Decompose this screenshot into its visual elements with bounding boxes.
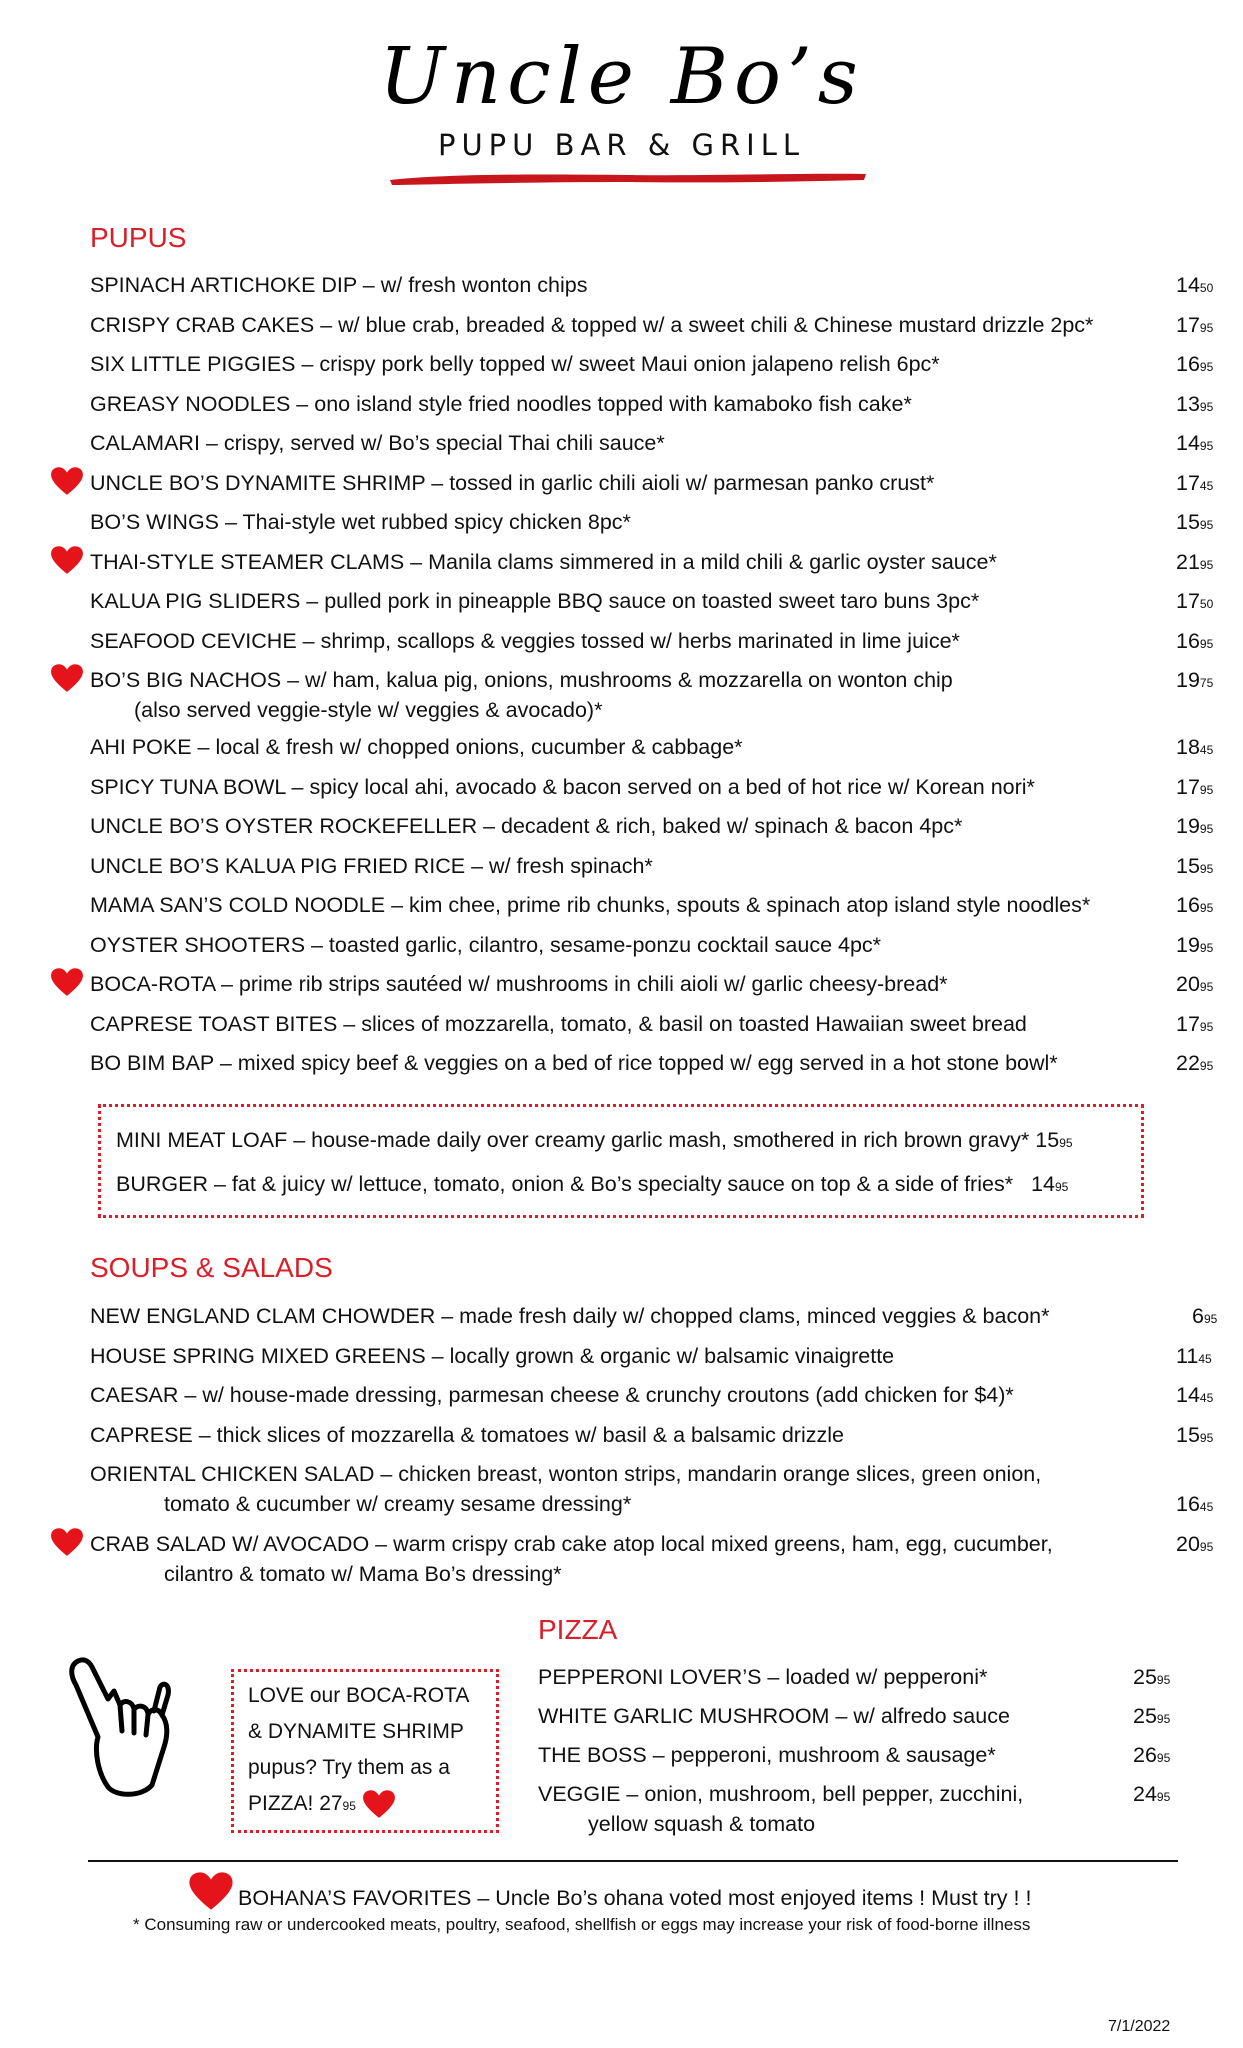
promo-line: PIZZA! xyxy=(248,1792,314,1815)
menu-item-text: VEGGIE – onion, mushroom, bell pepper, zucchini, xyxy=(538,1782,1024,1806)
special-item-text: BURGER – fat & juicy w/ lettuce, tomato, onion & Bo’s specialty sauce on top & a side of fries* xyxy=(116,1172,1020,1196)
menu-item-price xyxy=(1133,1701,1170,1734)
price-cents: 95 xyxy=(1199,1430,1214,1445)
menu-item-text: SPICY TUNA BOWL – spicy local ahi, avocado & bacon served on a bed of hot rice w/ Korean nori* xyxy=(90,774,1035,799)
menu-date: 7/1/2022 xyxy=(1108,2018,1171,2035)
menu-item-text: SEAFOOD CEVICHE – shrimp, scallops & veggies tossed w/ herbs marinated in lime juice* xyxy=(90,628,960,653)
special-item-price xyxy=(1035,1128,1072,1152)
price-cents: 95 xyxy=(1156,1712,1171,1726)
menu-item-price xyxy=(1133,1662,1170,1695)
price-dollars: 17 xyxy=(1176,312,1200,337)
price-dollars: 21 xyxy=(1176,549,1200,574)
price-dollars: 17 xyxy=(1176,1011,1200,1036)
price-cents: 95 xyxy=(1199,399,1214,414)
promo-text xyxy=(248,1678,469,1824)
price-dollars: 17 xyxy=(1176,470,1200,495)
menu-item-text-cont: cilantro & tomato w/ Mama Bo’s dressing* xyxy=(164,1562,562,1586)
menu-item-price xyxy=(1176,851,1243,884)
heart-icon xyxy=(188,1870,234,1912)
price-dollars: 22 xyxy=(1176,1051,1200,1075)
menu-item-price xyxy=(1176,1489,1243,1522)
menu-item-text: THE BOSS – pepperoni, mushroom & sausage* xyxy=(538,1743,996,1767)
price-dollars: 18 xyxy=(1176,735,1200,759)
menu-item-text: CAPRESE TOAST BITES – slices of mozzarella, tomato, & basil on toasted Hawaiian sweet bread xyxy=(90,1011,1027,1036)
menu-item-text: UNCLE BO’S DYNAMITE SHRIMP – tossed in garlic chili aioli w/ parmesan panko crust* xyxy=(90,470,935,495)
price-cents: 95 xyxy=(1156,1751,1171,1765)
brand-tagline: PUPU BAR & GRILL xyxy=(437,128,806,162)
price-cents: 45 xyxy=(1198,1351,1212,1366)
price-cents: 95 xyxy=(1199,518,1214,532)
price-dollars: 15 xyxy=(1176,1422,1200,1447)
price-cents: 95 xyxy=(1156,1673,1171,1687)
price-dollars: 15 xyxy=(1035,1128,1060,1152)
menu-item-text: KALUA PIG SLIDERS – pulled pork in pineapple BBQ sauce on toasted sweet taro buns 3pc* xyxy=(90,589,980,613)
menu-item-text-cont: tomato & cucumber w/ creamy sesame dressing* xyxy=(164,1492,632,1516)
price-dollars: 6 xyxy=(1192,1304,1204,1328)
menu-item-text: SIX LITTLE PIGGIES – crispy pork belly topped w/ sweet Maui onion jalapeno relish 6pc* xyxy=(90,352,940,376)
menu-item-price xyxy=(1176,389,1243,422)
menu-item-price xyxy=(1176,626,1243,659)
price-cents: 45 xyxy=(1199,743,1214,757)
price-cents: 95 xyxy=(1203,1312,1218,1326)
price-cents: 95 xyxy=(1199,1540,1214,1554)
menu-item-price xyxy=(1176,1380,1243,1413)
menu-item-text: BO BIM BAP – mixed spicy beef & veggies on a bed of rice topped w/ egg served in a hot stone bowl* xyxy=(90,1051,1058,1075)
price-cents: 95 xyxy=(1199,861,1214,876)
heart-icon xyxy=(50,663,84,693)
price-dollars: 20 xyxy=(1176,1532,1200,1556)
menu-item-text: WHITE GARLIC MUSHROOM – w/ alfredo sauce xyxy=(538,1704,1010,1728)
menu-item-price xyxy=(1176,1529,1243,1562)
price-dollars: 11 xyxy=(1176,1343,1199,1368)
menu-item-text: UNCLE BO’S KALUA PIG FRIED RICE – w/ fresh spinach* xyxy=(90,853,653,878)
price-dollars: 24 xyxy=(1133,1782,1157,1806)
price-cents: 95 xyxy=(1199,360,1214,374)
menu-item-price xyxy=(1192,1301,1243,1334)
menu-item-price xyxy=(1176,547,1243,580)
price-cents: 95 xyxy=(1199,1059,1214,1073)
price-dollars: 14 xyxy=(1176,1383,1200,1407)
price-dollars: 17 xyxy=(1176,774,1200,799)
price-cents: 95 xyxy=(1199,320,1214,335)
menu-item-price xyxy=(1176,1341,1243,1374)
menu-item-text: THAI-STYLE STEAMER CLAMS – Manila clams simmered in a mild chili & garlic oyster sauce* xyxy=(90,549,997,574)
menu-item-price xyxy=(1176,930,1243,963)
special-item-text: MINI MEAT LOAF – house-made daily over creamy garlic mash, smothered in rich brown gravy* xyxy=(116,1128,1036,1152)
menu-item-text: ORIENTAL CHICKEN SALAD – chicken breast, wonton strips, mandarin orange slices, green onion, xyxy=(90,1462,1042,1486)
menu-item-price xyxy=(1176,1009,1243,1042)
menu-item-price xyxy=(1176,468,1243,501)
price-cents: 50 xyxy=(1199,281,1214,295)
promo-price: 2795 xyxy=(319,1792,356,1815)
menu-item-text: CAESAR – w/ house-made dressing, parmesan cheese & crunchy croutons (add chicken for $4)* xyxy=(90,1383,1014,1407)
price-dollars: 14 xyxy=(1176,431,1200,455)
price-cents: 95 xyxy=(1059,1136,1073,1150)
price-dollars: 16 xyxy=(1176,352,1200,376)
menu-item-price xyxy=(1176,732,1243,765)
heart-icon xyxy=(50,466,84,496)
heart-icon xyxy=(50,967,84,997)
price-dollars: 14 xyxy=(1176,273,1200,297)
price-cents: 75 xyxy=(1199,676,1214,690)
price-dollars: 19 xyxy=(1176,814,1200,838)
menu-item-text: MAMA SAN’S COLD NOODLE – kim chee, prime rib chunks, spouts & spinach atop island style noodles* xyxy=(90,893,1091,917)
brush-stroke-underline xyxy=(388,170,868,186)
price-dollars: 13 xyxy=(1176,391,1200,416)
special-item-price xyxy=(1031,1172,1068,1196)
menu-item-text: AHI POKE – local & fresh w/ chopped onions, cucumber & cabbage* xyxy=(90,735,743,759)
heart-icon xyxy=(50,1527,84,1557)
menu-item-price xyxy=(1176,428,1243,461)
favorites-note: BOHANA’S FAVORITES – Uncle Bo’s ohana voted most enjoyed items ! Must try ! ! xyxy=(238,1886,1032,1910)
menu-item-price xyxy=(1176,586,1243,619)
menu-item-text: CAPRESE – thick slices of mozzarella & tomatoes w/ basil & a balsamic drizzle xyxy=(90,1422,844,1447)
promo-line: LOVE our BOCA-ROTA xyxy=(248,1684,470,1707)
section-title-pizza: PIZZA xyxy=(538,1614,618,1645)
menu-item-price xyxy=(1176,1048,1243,1081)
price-dollars: 20 xyxy=(1176,972,1200,996)
price-dollars: 25 xyxy=(1133,1704,1157,1728)
price-dollars: 16 xyxy=(1176,628,1200,653)
menu-item-price xyxy=(1176,310,1243,343)
price-cents: 95 xyxy=(1199,980,1214,994)
special-item xyxy=(116,1172,1068,1197)
heart-icon xyxy=(50,545,84,575)
footer-divider xyxy=(88,1860,1178,1862)
price-cents: 95 xyxy=(1199,901,1214,915)
menu-item-text: UNCLE BO’S OYSTER ROCKEFELLER – decadent & rich, baked w/ spinach & bacon 4pc* xyxy=(90,814,963,838)
price-cents: 45 xyxy=(1199,478,1214,493)
price-dollars: 26 xyxy=(1133,1743,1157,1767)
price-dollars: 14 xyxy=(1031,1172,1055,1196)
price-dollars: 15 xyxy=(1176,510,1200,534)
price-cents: 95 xyxy=(1199,940,1214,955)
promo-last-line xyxy=(248,1786,469,1824)
menu-item-text: BO’S BIG NACHOS – w/ ham, kalua pig, onions, mushrooms & mozzarella on wonton chip xyxy=(90,668,953,692)
menu-item-text: PEPPERONI LOVER’S – loaded w/ pepperoni* xyxy=(538,1665,988,1689)
menu-item-text-cont: (also served veggie-style w/ veggies & avocado)* xyxy=(134,698,603,722)
menu-item-price xyxy=(1176,772,1243,805)
price-dollars: 25 xyxy=(1133,1665,1157,1689)
price-dollars: 19 xyxy=(1176,932,1200,957)
price-cents: 95 xyxy=(1199,822,1214,836)
menu-item-text-cont: yellow squash & tomato xyxy=(588,1812,816,1836)
menu-item-price xyxy=(1176,507,1243,540)
price-cents: 95 xyxy=(1199,439,1214,453)
menu-item-text: CRISPY CRAB CAKES – w/ blue crab, breaded & topped w/ a sweet chili & Chinese mustard drizzle 2pc* xyxy=(90,312,1094,337)
promo-line: & DYNAMITE SHRIMP xyxy=(248,1720,464,1743)
price-cents: 45 xyxy=(1199,1391,1214,1405)
price-cents: 95 xyxy=(1199,636,1214,651)
menu-item-text: CALAMARI – crispy, served w/ Bo’s special Thai chili sauce* xyxy=(90,431,665,455)
menu-item-price xyxy=(1176,1420,1243,1453)
menu-item-text: OYSTER SHOOTERS – toasted garlic, cilantro, sesame-ponzu cocktail sauce 4pc* xyxy=(90,932,882,957)
menu-item-price xyxy=(1133,1779,1170,1812)
price-dollars: 15 xyxy=(1176,853,1200,878)
menu-item-price xyxy=(1176,270,1243,303)
price-dollars: 19 xyxy=(1176,668,1200,692)
special-item xyxy=(116,1128,1073,1153)
shaka-hand-icon xyxy=(64,1655,174,1800)
specials-box xyxy=(98,1104,1144,1218)
menu-item-text: BOCA-ROTA – prime rib strips sautéed w/ mushrooms in chili aioli w/ garlic cheesy-bread* xyxy=(90,972,948,996)
menu-item-price xyxy=(1176,349,1243,382)
promo-line: pupus? Try them as a xyxy=(248,1756,450,1779)
heart-icon xyxy=(362,1789,396,1819)
menu-item-price xyxy=(1176,969,1243,1002)
menu-item-price xyxy=(1176,665,1243,698)
menu-item-text: GREASY NOODLES – ono island style fried noodles topped with kamaboko fish cake* xyxy=(90,391,912,416)
menu-item-text: BO’S WINGS – Thai-style wet rubbed spicy chicken 8pc* xyxy=(90,510,631,534)
menu-item-text: CRAB SALAD W/ AVOCADO – warm crispy crab cake atop local mixed greens, ham, egg, cucumber, xyxy=(90,1532,1053,1556)
price-cents: 95 xyxy=(1199,782,1214,797)
section-title-pupus: PUPUS xyxy=(90,222,187,253)
price-cents: 95 xyxy=(1054,1180,1069,1194)
menu-item-price xyxy=(1133,1740,1170,1773)
brand-logo: Uncle Bo’s xyxy=(379,32,864,122)
price-dollars: 16 xyxy=(1176,1492,1200,1516)
menu-item-price xyxy=(1176,890,1243,923)
price-dollars: 17 xyxy=(1176,589,1200,613)
price-cents: 95 xyxy=(1199,1019,1214,1034)
menu-item-text: NEW ENGLAND CLAM CHOWDER – made fresh daily w/ chopped clams, minced veggies & bacon* xyxy=(90,1304,1050,1328)
price-dollars: 16 xyxy=(1176,893,1200,917)
price-cents: 95 xyxy=(1156,1790,1171,1804)
price-cents: 50 xyxy=(1199,597,1214,611)
price-cents: 45 xyxy=(1199,1500,1214,1514)
menu-item-text: SPINACH ARTICHOKE DIP – w/ fresh wonton chips xyxy=(90,273,588,297)
food-safety-disclaimer: * Consuming raw or undercooked meats, poultry, seafood, shellfish or eggs may increase your risk of food-borne illness xyxy=(133,1915,1031,1934)
menu-item-text: HOUSE SPRING MIXED GREENS – locally grown & organic w/ balsamic vinaigrette xyxy=(90,1343,895,1368)
price-cents: 95 xyxy=(1199,557,1214,572)
menu-item-price xyxy=(1176,811,1243,844)
section-title-soups-salads: SOUPS & SALADS xyxy=(90,1252,333,1283)
